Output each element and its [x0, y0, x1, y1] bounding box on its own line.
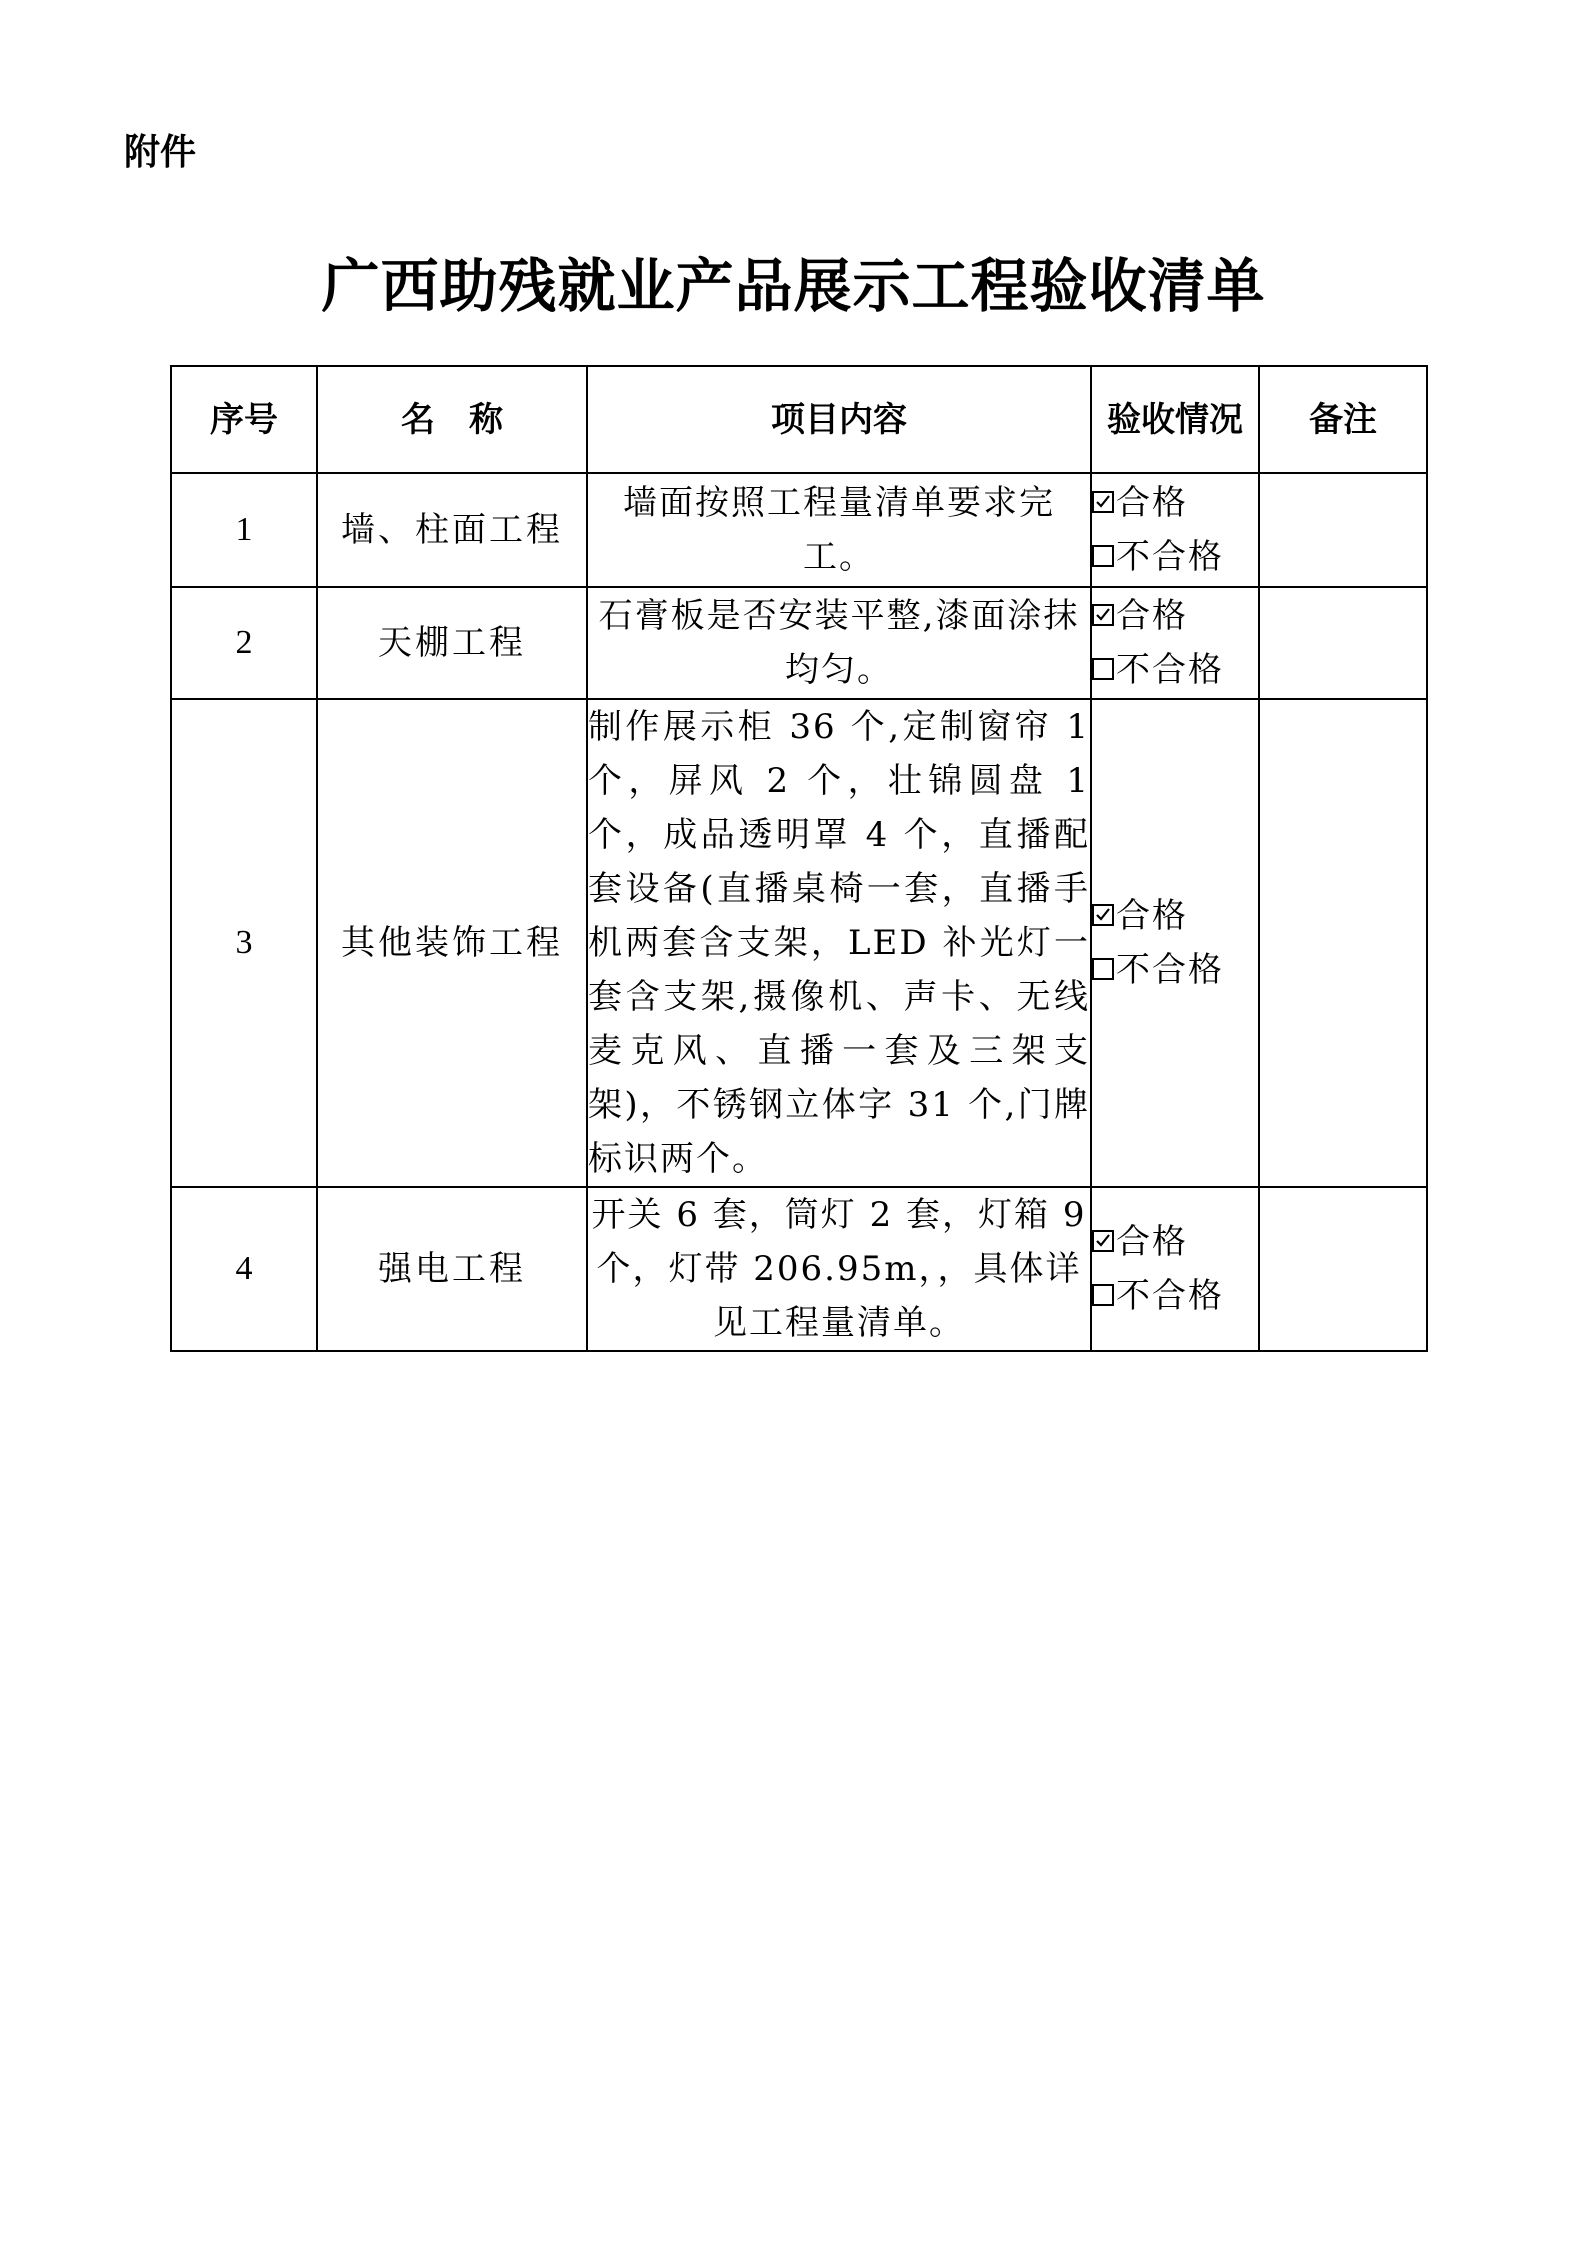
row-name: 天棚工程: [317, 587, 587, 699]
row-content: 石膏板是否安装平整,漆面涂抹均匀。: [587, 587, 1091, 699]
unchecked-box-icon[interactable]: [1092, 545, 1114, 567]
acceptance-table: [170, 365, 1428, 1352]
row-content: 墙面按照工程量清单要求完工。: [587, 473, 1091, 587]
header-status: 验收情况: [1091, 366, 1259, 473]
row-status: [1091, 1187, 1259, 1351]
row-content: 制作展示柜 36 个,定制窗帘 1 个，屏风 2 个，壮锦圆盘 1 个，成品透明罩 4 个，直播配套设备(直播桌椅一套，直播手机两套含支架，LED 补光灯一套含支架,摄像机、声卡、无线麦克风、直播一套及三架支架)，不锈钢立体字 31 个,门牌标识两个。: [587, 699, 1091, 1187]
header-name: 名 称: [317, 366, 587, 473]
table-row: [171, 1187, 1427, 1351]
header-seq: 序号: [171, 366, 317, 473]
unchecked-box-icon[interactable]: [1092, 958, 1114, 980]
table-row: [171, 587, 1427, 699]
row-seq: 3: [171, 699, 317, 1187]
status-pass-label: 合格: [1116, 483, 1188, 523]
status-fail-label: 不合格: [1116, 650, 1224, 690]
document-title: 广西助残就业产品展示工程验收清单: [321, 252, 1266, 320]
row-name: 墙、柱面工程: [317, 473, 587, 587]
row-note: [1259, 699, 1427, 1187]
row-status: [1091, 473, 1259, 587]
unchecked-box-icon[interactable]: [1092, 1284, 1114, 1306]
checked-box-icon[interactable]: [1092, 904, 1114, 926]
row-status: [1091, 587, 1259, 699]
table-header-row: [171, 366, 1427, 473]
header-note: 备注: [1259, 366, 1427, 473]
row-content: 开关 6 套，筒灯 2 套，灯箱 9 个，灯带 206.95m，，具体详见工程量清单。: [587, 1187, 1091, 1351]
row-name: 其他装饰工程: [317, 699, 587, 1187]
status-fail-option[interactable]: [1092, 530, 1258, 584]
status-fail-label: 不合格: [1116, 950, 1224, 990]
row-seq: 2: [171, 587, 317, 699]
status-pass-label: 合格: [1116, 596, 1188, 636]
row-name: 强电工程: [317, 1187, 587, 1351]
checked-box-icon[interactable]: [1092, 1230, 1114, 1252]
row-note: [1259, 473, 1427, 587]
status-pass-label: 合格: [1116, 1222, 1188, 1262]
row-seq: 4: [171, 1187, 317, 1351]
attachment-label: 附件: [124, 132, 197, 173]
row-note: [1259, 587, 1427, 699]
status-pass-option[interactable]: [1092, 476, 1258, 530]
status-fail-option[interactable]: [1092, 643, 1258, 697]
status-fail-option[interactable]: [1092, 1269, 1258, 1323]
checked-box-icon[interactable]: [1092, 604, 1114, 626]
status-fail-label: 不合格: [1116, 1276, 1224, 1316]
status-pass-label: 合格: [1116, 896, 1188, 936]
status-fail-label: 不合格: [1116, 537, 1224, 577]
row-note: [1259, 1187, 1427, 1351]
table-row: [171, 699, 1427, 1187]
unchecked-box-icon[interactable]: [1092, 658, 1114, 680]
table-row: [171, 473, 1427, 587]
status-pass-option[interactable]: [1092, 1215, 1258, 1269]
status-fail-option[interactable]: [1092, 943, 1258, 997]
checked-box-icon[interactable]: [1092, 491, 1114, 513]
row-status: [1091, 699, 1259, 1187]
row-seq: 1: [171, 473, 317, 587]
status-pass-option[interactable]: [1092, 589, 1258, 643]
header-content: 项目内容: [587, 366, 1091, 473]
status-pass-option[interactable]: [1092, 889, 1258, 943]
